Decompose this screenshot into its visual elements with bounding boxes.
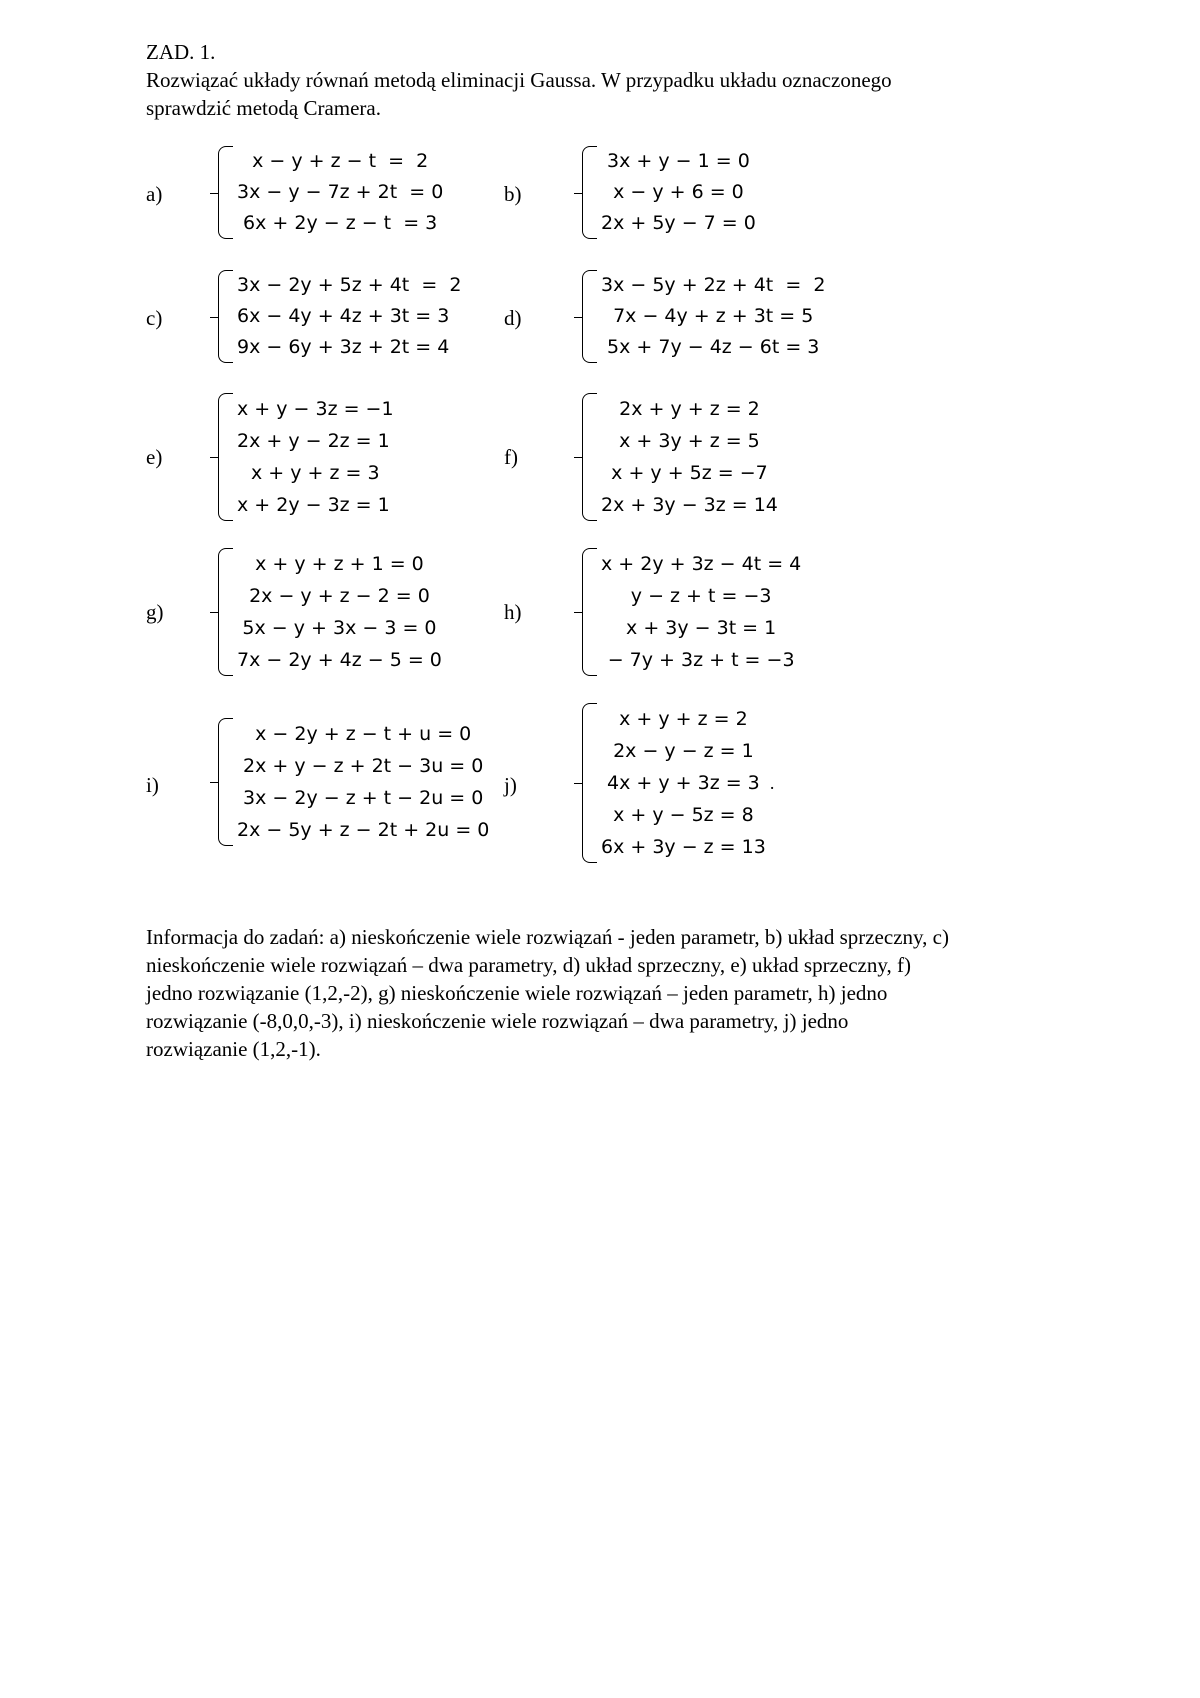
brace-icon xyxy=(582,146,597,239)
system-label-e: e) xyxy=(146,445,163,469)
trailing-period: . xyxy=(769,772,775,793)
system-label-c: c) xyxy=(146,306,163,330)
equation: 6x + 3y − z = 13 xyxy=(601,836,766,858)
info-line-2: nieskończenie wiele rozwiązań – dwa parametry, d) układ sprzeczny, e) układ sprzeczny, f) xyxy=(146,953,911,977)
equation: x + 2y − 3z = 1 xyxy=(237,494,390,516)
equation: 2x − 5y + z − 2t + 2u = 0 xyxy=(237,819,490,841)
equation: 2x + y + z = 2 xyxy=(619,398,760,420)
equation: x + 3y − 3t = 1 xyxy=(626,617,777,639)
system-label-i: i) xyxy=(146,773,159,797)
equation: 2x + y − z + 2t − 3u = 0 xyxy=(243,755,484,777)
equation-system-a xyxy=(218,146,443,239)
equation: 2x + y − 2z = 1 xyxy=(237,430,390,452)
equation: 3x − 5y + 2z + 4t = 2 xyxy=(601,274,826,296)
equation: x + y + 5z = −7 xyxy=(611,462,768,484)
equation: 7x − 4y + z + 3t = 5 xyxy=(613,305,814,327)
brace-icon xyxy=(218,270,233,363)
equation: 3x − 2y + 5z + 4t = 2 xyxy=(237,274,462,296)
equation: x + 3y + z = 5 xyxy=(619,430,760,452)
equation: 3x + y − 1 = 0 xyxy=(607,150,750,172)
info-line-4: rozwiązanie (-8,0,0,-3), i) nieskończenie wiele rozwiązań – dwa parametry, j) jedno xyxy=(146,1009,849,1033)
equation: 2x − y + z − 2 = 0 xyxy=(249,585,430,607)
system-label-a: a) xyxy=(146,182,163,206)
brace-icon xyxy=(218,548,233,676)
equation-system-f xyxy=(582,393,778,521)
equation-system-d xyxy=(582,270,825,363)
system-label-d: d) xyxy=(504,306,522,330)
equation: y − z + t = −3 xyxy=(630,585,772,607)
brace-icon xyxy=(218,146,233,239)
equation: 9x − 6y + 3z + 2t = 4 xyxy=(237,336,450,358)
equation: 5x + 7y − 4z − 6t = 3 xyxy=(607,336,820,358)
info-line-5: rozwiązanie (1,2,-1). xyxy=(146,1037,321,1061)
brace-icon xyxy=(582,270,597,363)
system-label-j: j) xyxy=(504,773,517,797)
equation: 5x − y + 3x − 3 = 0 xyxy=(242,617,437,639)
equation: x − y + 6 = 0 xyxy=(613,181,744,203)
system-label-g: g) xyxy=(146,600,164,624)
equation: x + y + z + 1 = 0 xyxy=(255,553,424,575)
document-page xyxy=(146,38,1106,1061)
equation-system-c xyxy=(218,270,461,363)
equation: 2x + 5y − 7 = 0 xyxy=(601,212,756,234)
equation-system-e xyxy=(218,393,394,521)
brace-icon xyxy=(582,393,597,521)
equation: − 7y + 3z + t = −3 xyxy=(607,649,795,671)
task-instruction-line-1: Rozwiązać układy równań metodą eliminacji Gaussa. W przypadku układu oznaczonego xyxy=(146,68,892,92)
brace-icon xyxy=(218,393,233,521)
system-label-f: f) xyxy=(504,445,518,469)
brace-icon xyxy=(218,718,233,846)
equation-system-g xyxy=(218,548,442,676)
equation: x + y − 3z = −1 xyxy=(237,398,394,420)
task-instruction-line-2: sprawdzić metodą Cramera. xyxy=(146,96,381,120)
equation: x + y + z = 3 xyxy=(251,462,380,484)
equation: x − y + z − t = 2 xyxy=(252,150,429,172)
equation: 3x − y − 7z + 2t = 0 xyxy=(237,181,444,203)
system-label-h: h) xyxy=(504,600,522,624)
equation: 2x − y − z = 1 xyxy=(613,740,754,762)
equation: 6x − 4y + 4z + 3t = 3 xyxy=(237,305,450,327)
system-label-b: b) xyxy=(504,182,522,206)
equation-system-i xyxy=(218,718,489,846)
equation: 7x − 2y + 4z − 5 = 0 xyxy=(237,649,442,671)
info-line-1: Informacja do zadań: a) nieskończenie wiele rozwiązań - jeden parametr, b) układ sprzeczny, c) xyxy=(146,925,949,949)
equation: x + y + z = 2 xyxy=(619,708,748,730)
brace-icon xyxy=(582,703,597,863)
answers-info xyxy=(146,923,1106,1063)
equation-system-j xyxy=(582,703,774,863)
equation-system-b xyxy=(582,146,756,239)
equation: x + 2y + 3z − 4t = 4 xyxy=(601,553,802,575)
equation: 4x + y + 3z = 3 xyxy=(607,772,760,794)
brace-icon xyxy=(582,548,597,676)
info-line-3: jedno rozwiązanie (1,2,-2), g) nieskończenie wiele rozwiązań – jeden parametr, h) jedno xyxy=(146,981,888,1005)
equation: x + y − 5z = 8 xyxy=(613,804,754,826)
equation: 2x + 3y − 3z = 14 xyxy=(601,494,778,516)
equation: 6x + 2y − z − t = 3 xyxy=(243,212,438,234)
task-title: ZAD. 1. xyxy=(146,40,216,64)
equation: x − 2y + z − t + u = 0 xyxy=(255,723,472,745)
equation-system-h xyxy=(582,548,801,676)
equation: 3x − 2y − z + t − 2u = 0 xyxy=(243,787,484,809)
